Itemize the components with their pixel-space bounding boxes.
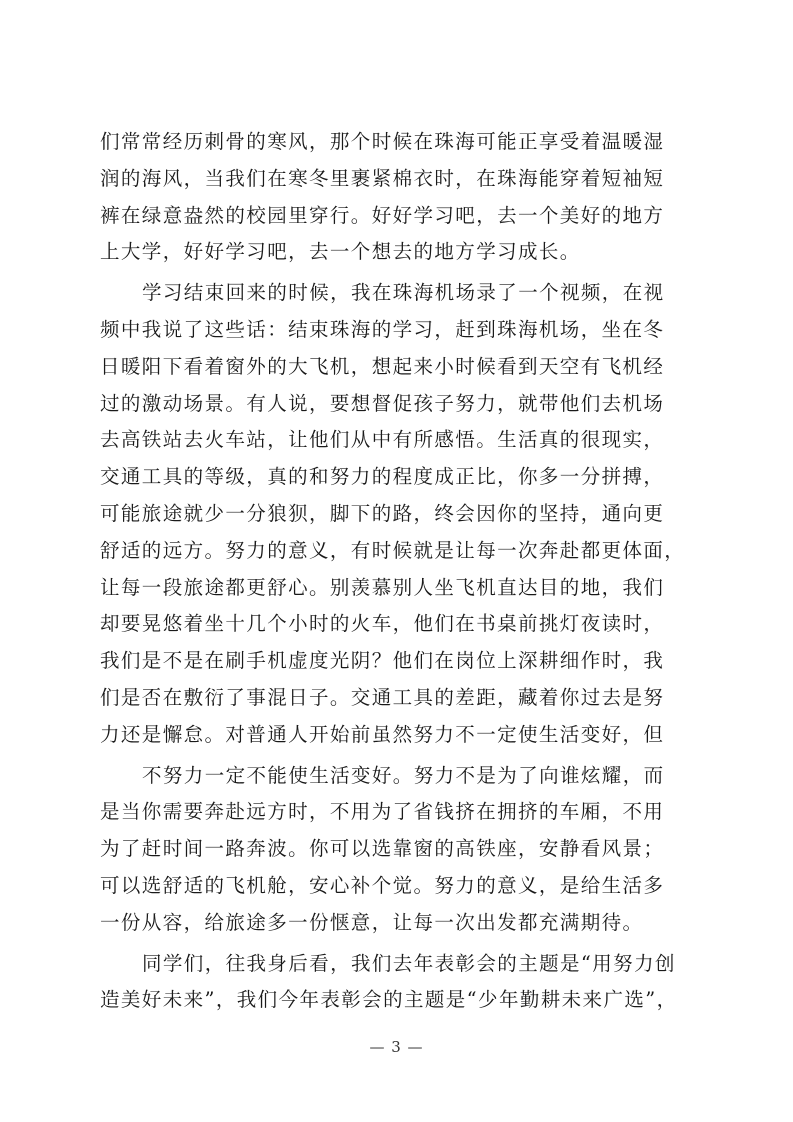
paragraph-3 xyxy=(100,758,694,942)
text-line: 为了赶时间一路奔波。你可以选靠窗的高铁座，安静看风景； xyxy=(100,837,665,861)
text-line: 一份从容，给旅途多一份惬意，让每一次出发都充满期待。 xyxy=(100,910,644,934)
paragraph-1 xyxy=(100,124,694,271)
page-number: — 3 — xyxy=(369,1038,424,1056)
text-line: 让每一段旅途都更舒心。别羡慕别人坐飞机直达目的地，我们 xyxy=(100,575,665,599)
text-line: 我们是不是在刷手机虚度光阴？他们在岗位上深耕细作时，我 xyxy=(100,649,665,673)
text-line: 们是否在敷衍了事混日子。交通工具的差距，藏着你过去是努 xyxy=(100,685,665,709)
text-line: 是当你需要奔赴远方时，不用为了省钱挤在拥挤的车厢，不用 xyxy=(100,800,665,824)
paragraph-2 xyxy=(100,275,694,753)
text-line: 去高铁站去火车站，让他们从中有所感悟。生活真的很现实， xyxy=(100,428,665,452)
text-line: 可能旅途就少一分狼狈，脚下的路，终会因你的坚持，通向更 xyxy=(100,501,665,525)
text-line: 频中我说了这些话：结束珠海的学习，赶到珠海机场，坐在冬 xyxy=(100,317,665,341)
text-line: 舒适的远方。努力的意义，有时候就是让每一次奔赴都更体面， xyxy=(100,538,686,562)
text-line: 们常常经历刺骨的寒风，那个时候在珠海可能正享受着温暖湿 xyxy=(100,130,665,153)
text-line: 过的激动场景。有人说，要想督促孩子努力，就带他们去机场 xyxy=(100,391,665,415)
text-line: 同学们，往我身后看，我们去年表彰会的主题是“用努力创 xyxy=(142,951,676,975)
text-line: 学习结束回来的时候，我在珠海机场录了一个视频，在视 xyxy=(142,281,665,305)
text-line: 日暖阳下看着窗外的大飞机，想起来小时候看到天空有飞机经 xyxy=(100,354,665,378)
text-line: 力还是懈怠。对普通人开始前虽然努力不一定使生活变好，但 xyxy=(100,722,665,746)
text-line: 却要晃悠着坐十几个小时的火车，他们在书桌前挑灯夜读时， xyxy=(100,612,665,636)
body-text xyxy=(100,124,694,1019)
text-line: 造美好未来”，我们今年表彰会的主题是“少年勤耕未来广选”， xyxy=(100,988,678,1012)
text-line: 不努力一定不能使生活变好。努力不是为了向谁炫耀，而 xyxy=(142,763,665,787)
paragraph-4 xyxy=(100,946,694,1020)
text-line: 可以选舒适的飞机舱，安心补个觉。努力的意义，是给生活多 xyxy=(100,873,665,897)
text-line: 交通工具的等级，真的和努力的程度成正比，你多一分拼搏， xyxy=(100,465,665,489)
text-line: 上大学，好好学习吧，去一个想去的地方学习成长。 xyxy=(100,240,581,264)
text-line: 润的海风，当我们在寒冬里裹紧棉衣时，在珠海能穿着短袖短 xyxy=(100,166,665,190)
text-line: 裤在绿意盎然的校园里穿行。好好学习吧，去一个美好的地方 xyxy=(100,203,665,227)
